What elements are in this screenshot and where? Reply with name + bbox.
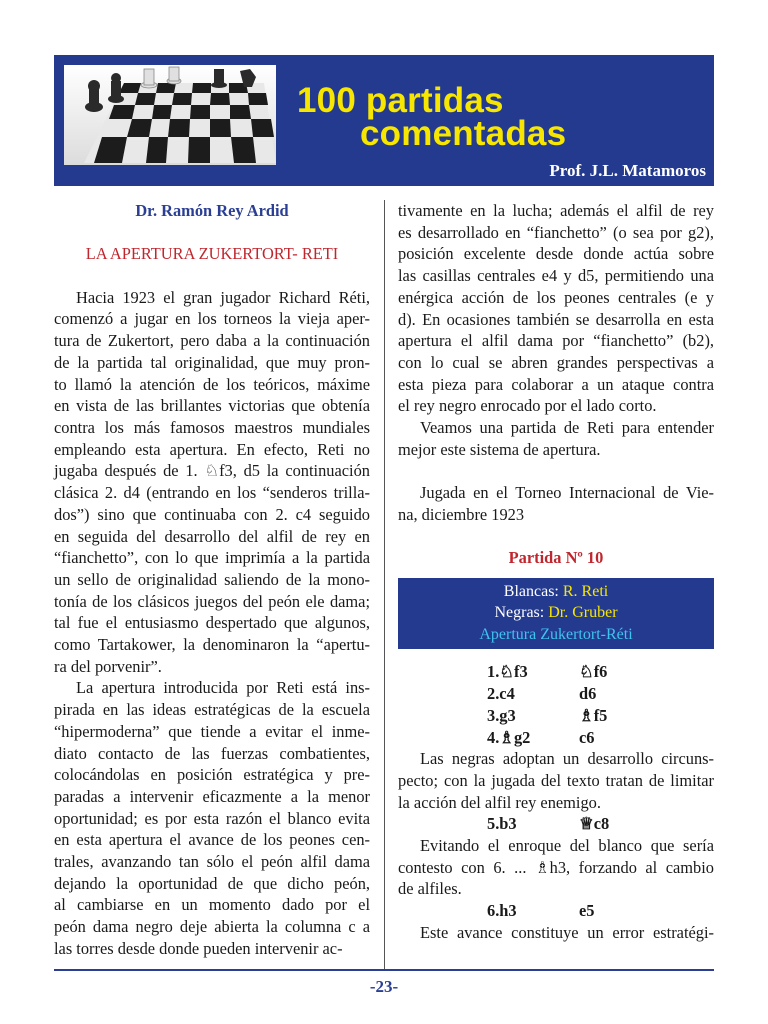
text-line: oportunidad; es por esta razón el blanco evita [54,808,370,828]
text-line: clásica 2. d4 (entrando en los “senderos trilla- [54,483,370,503]
article-body-right [398,200,714,460]
annotation [398,748,714,813]
left-column [54,200,370,960]
text-line: el rey negro enrocado por el lado corto. [398,396,657,416]
text-line: “fianchetto”, con lo que imprimía a la partida [54,548,370,568]
text-line: mejor este sistema de apertura. [398,439,601,459]
white-move: 5.b3 [487,814,517,834]
page-number: -23- [369,977,399,996]
black-move: ♘f6 [579,662,608,682]
black-move: ♕c8 [579,814,610,834]
text-line: esta pieza para colaborar a un ataque contra [398,374,714,394]
text-line: d). En ocasiones también se desarrolla en esta [398,309,714,329]
text-line: tonía de los clásicos juegos del peón ele dama; [54,591,370,611]
article-byline: Dr. Ramón Rey Ardid [135,201,289,220]
header-banner [54,55,714,186]
text-line: “hipermoderna” que tiende a evitar el inme- [54,721,370,741]
annotation [398,922,714,944]
annotation [398,835,714,900]
game-info-box [398,578,714,650]
move-row [487,661,714,683]
black-move: e5 [579,901,595,921]
text-line: tivamente en la lucha; además el alfil de rey [398,201,714,220]
black-move: ♗f5 [579,705,608,725]
move-row [487,705,714,727]
text-line: trales, avanzando tan sólo el peón alfil dama [54,852,370,872]
text-line: apertura el alfil dama por “fianchetto” (b2), [398,331,714,351]
text-line: en seguida del desarrollo del alfil de rey en [54,526,370,546]
white-move: 1.♘f3 [487,662,528,682]
text-line: las torres desde donde pueden intervenir ac- [54,938,343,958]
column-divider [384,200,385,970]
text-line: en vista de las brillantes victorias que obtenía [54,396,370,416]
text-line: Hacia 1923 el gran jugador Richard Réti, [76,287,370,307]
text-line: paradas a intervenir eficazmente a la menor [54,786,370,806]
text-line: es desarrollado en “fianchetto” (o sea por g2), [398,222,714,242]
text-line: un sello de originalidad saliendo de la mono- [54,569,370,589]
move-list [487,661,714,748]
text-line: dejando la oportunidad de que dicho peón, [54,873,370,893]
text-line: al cambiarse en un momento dado por el [54,895,370,915]
series-title-line2: comentadas [360,114,567,153]
text-line: contra los más famosos maestros mundiales [54,418,370,437]
series-author: Prof. J.L. Matamoros [549,161,706,180]
opening-name: Apertura Zukertort-Réti [479,625,633,643]
text-line: posición excelente desde donde actúa sobre [398,244,714,264]
article-title: LA APERTURA ZUKERTORT- RETI [85,244,339,264]
text-line: diato contacto de las fuerzas combatientes, [54,743,370,763]
move-row [487,813,714,835]
text-line: Las negras adoptan un desarrollo circuns- [420,749,714,769]
text-line: en esta apertura el avance de los peones cen- [54,830,370,850]
move-list [487,900,714,922]
right-column [398,200,714,944]
text-line: con lo cual se abren grandes perspectivas a [398,352,714,372]
move-row [487,683,714,705]
footer-rule [54,969,714,971]
white-move: 3.g3 [487,705,516,725]
black-player: Negras: Dr. Gruber [494,604,618,622]
text-line: Evitando el enroque del blanco que sería [420,836,714,856]
text-line: La apertura introducida por Reti está ins- [76,678,370,698]
move-row [487,727,714,749]
white-move: 4.♗g2 [487,727,531,747]
text-line: tura de Zukertort, pero daba a la continuación [54,331,370,351]
text-line: de la partida tal originalidad, que muy pron- [54,352,370,372]
text-line: peón dama negro deje abierta la columna c a [54,917,370,937]
text-line: pecto; con la jugada del texto tratan de limitar [398,770,714,790]
white-move: 2.c4 [487,684,515,704]
text-line: de alfiles. [398,879,462,899]
move-row [487,900,714,922]
text-line: pirada en las ideas estratégicas de la escuela [54,700,370,720]
series-title-line1: 100 partidas [297,81,504,120]
white-player: Blancas: R. Reti [503,582,609,600]
text-line: la acción del alfil rey enemigo. [398,792,601,812]
text-line: contesto con 6. ... ♗h3, forzando al cambio [398,857,714,877]
text-line: colocándolas en posición estratégica y pre- [54,765,370,785]
white-move: 6.h3 [487,901,517,921]
text-line: to llamó la atención de los teóricos, máxime [54,374,370,394]
text-line: las casillas centrales e4 y d5, permitiendo una [398,266,714,286]
text-line: dos”) sino que continuaba con 2. c4 seguido [54,504,370,524]
article-body-left [54,287,370,960]
text-line: Jugada en el Torneo Internacional de Vie- [420,483,714,503]
text-line: na, diciembre 1923 [398,504,525,524]
text-line: enérgica acción de los peones centrales (e y [398,287,714,307]
game-heading: Partida Nº 10 [508,548,604,568]
black-move: d6 [579,684,597,704]
text-line: como Tartakower, la denominaron la “apertu- [54,635,370,655]
text-line: comenzó a jugar en los torneos la vieja aper- [54,309,370,329]
text-line: ra del porvenir”. [54,656,162,676]
text-line: tal fue el entusiasmo despertado que algunos, [54,613,370,633]
text-line: empleando esta apertura. En efecto, Reti no [54,439,370,459]
move-list [487,813,714,835]
text-line: Veamos una partida de Reti para entender [420,418,714,438]
black-move: c6 [579,727,595,747]
text-line: Este avance constituye un error estratégi- [420,922,714,942]
text-line: jugaba después de 1. ♘f3, d5 la continuación [54,461,370,481]
chessboard-image [64,65,276,165]
game-venue [398,482,714,525]
